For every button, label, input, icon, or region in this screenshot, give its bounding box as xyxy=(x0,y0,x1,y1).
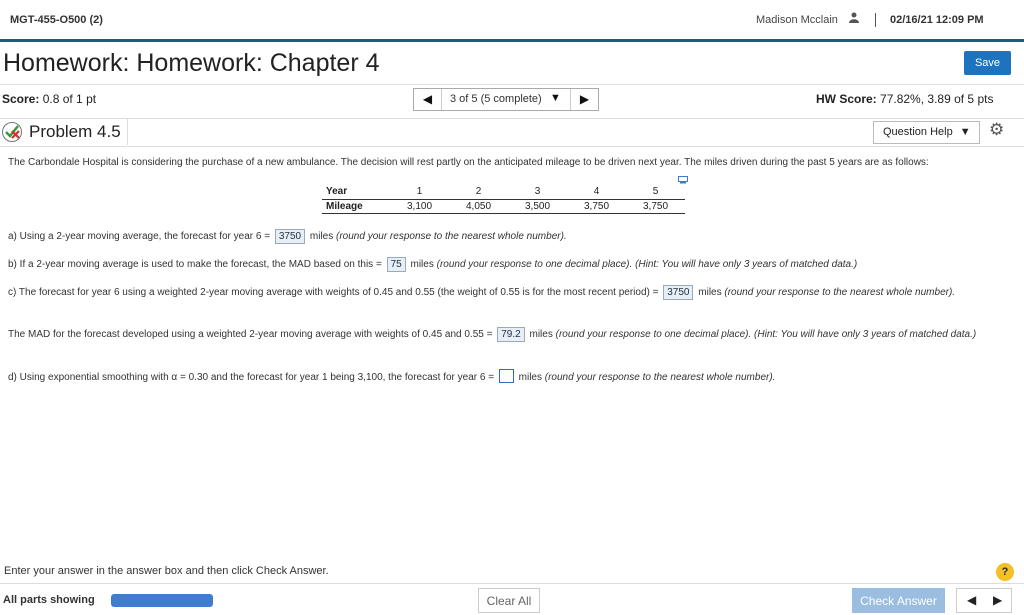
question-c-hint: (round your response to the nearest whole number). xyxy=(724,287,956,298)
table-cell: 3,750 xyxy=(626,199,685,213)
table-cell: 5 xyxy=(626,185,685,199)
footer-navigator xyxy=(956,588,1012,613)
answer-d-input[interactable] xyxy=(499,369,514,383)
table-cell: 3,100 xyxy=(390,199,449,213)
table-cell: 2 xyxy=(449,185,508,199)
question-mad-hint: (round your response to one decimal place). (Hint: You will have only 3 years of matched data.) xyxy=(555,329,977,340)
divider xyxy=(0,583,1024,584)
question-a xyxy=(8,229,1008,244)
course-name: MGT-455-O500 (2) xyxy=(10,14,103,26)
answer-b-field[interactable]: 75 xyxy=(387,257,406,272)
question-mad-text: The MAD for the forecast developed using a weighted 2-year moving average with weights of 0.45 and 0.55 = xyxy=(8,329,493,340)
parts-progress-bar xyxy=(111,594,213,607)
answer-mad-field[interactable]: 79.2 xyxy=(497,327,524,342)
question-help-dropdown[interactable] xyxy=(873,121,980,144)
question-mad xyxy=(8,327,1008,342)
partial-credit-icon xyxy=(1,121,25,143)
help-icon[interactable]: ? xyxy=(996,563,1014,581)
question-b-hint: (round your response to one decimal place). (Hint: You will have only 3 years of matched data.) xyxy=(436,259,858,270)
save-button[interactable]: Save xyxy=(964,51,1011,75)
clear-all-button[interactable]: Clear All xyxy=(478,588,540,613)
table-row xyxy=(322,185,685,199)
question-a-text: a) Using a 2-year moving average, the forecast for year 6 = xyxy=(8,231,271,242)
previous-icon[interactable]: ◀ xyxy=(967,593,977,607)
question-help-label: Question Help xyxy=(883,126,953,138)
problem-title: Problem 4.5 xyxy=(29,122,121,141)
question-c-text: c) The forecast for year 6 using a weighted 2-year moving average with weights of 0.45 and 0.55 (the weight of 0.55 is for the most recent period) = xyxy=(8,287,659,298)
top-bar xyxy=(0,0,1024,42)
table-cell: 1 xyxy=(390,185,449,199)
table-row xyxy=(322,199,685,213)
gear-icon[interactable]: ⚙ xyxy=(989,120,1005,139)
check-answer-button[interactable]: Check Answer xyxy=(852,588,945,613)
divider xyxy=(0,118,1024,119)
table-cell: 3 xyxy=(508,185,567,199)
table-row-label: Year xyxy=(322,185,390,199)
unit-label: miles xyxy=(518,372,542,383)
date-time: 02/16/21 12:09 PM xyxy=(890,14,984,26)
question-b xyxy=(8,257,1008,272)
score xyxy=(2,92,96,106)
divider xyxy=(127,119,128,145)
next-icon[interactable]: ▶ xyxy=(993,593,1003,607)
answer-instruction: Enter your answer in the answer box and then click Check Answer. xyxy=(4,565,329,577)
page-title: Homework: Homework: Chapter 4 xyxy=(3,49,380,77)
hw-score-value: 77.82%, 3.89 of 5 pts xyxy=(880,92,994,106)
parts-showing-label: All parts showing xyxy=(3,594,95,606)
divider xyxy=(0,84,1024,85)
header-divider xyxy=(875,13,876,27)
table-cell: 4,050 xyxy=(449,199,508,213)
hw-score-label: HW Score: xyxy=(816,92,877,106)
unit-label: miles xyxy=(698,287,722,298)
table-cell: 3,750 xyxy=(567,199,626,213)
hw-score xyxy=(816,92,993,106)
answer-c-field[interactable]: 3750 xyxy=(663,285,693,300)
question-navigator xyxy=(413,88,599,111)
chevron-down-icon: ▼ xyxy=(959,126,971,138)
question-b-text: b) If a 2-year moving average is used to make the forecast, the MAD based on this = xyxy=(8,259,382,270)
question-d-text: d) Using exponential smoothing with α = 0.30 and the forecast for year 1 being 3,100, the forecast for year 6 = xyxy=(8,372,495,383)
question-c xyxy=(8,285,1008,300)
user-icon[interactable] xyxy=(849,12,859,26)
next-question-icon[interactable]: ▶ xyxy=(570,89,598,110)
table-row-label: Mileage xyxy=(322,199,390,213)
unit-label: miles xyxy=(410,259,434,270)
mileage-table xyxy=(322,185,685,214)
question-d-hint: (round your response to the nearest whole number). xyxy=(544,372,776,383)
question-a-hint: (round your response to the nearest whole number). xyxy=(336,231,567,242)
progress-fill xyxy=(111,594,213,607)
chevron-down-icon[interactable]: ▼ xyxy=(550,92,561,104)
score-value: 0.8 of 1 pt xyxy=(42,92,97,106)
user-name[interactable]: Madison Mcclain xyxy=(756,14,838,26)
unit-label: miles xyxy=(529,329,553,340)
divider xyxy=(0,146,1024,147)
previous-question-icon[interactable]: ◀ xyxy=(414,89,442,110)
answer-a-field[interactable]: 3750 xyxy=(275,229,305,244)
table-cell: 3,500 xyxy=(508,199,567,213)
question-selector[interactable]: 3 of 5 (5 complete) xyxy=(450,93,542,105)
unit-label: miles xyxy=(309,231,334,242)
problem-intro: The Carbondale Hospital is considering the purchase of a new ambulance. The decision will rest partly on the anticipated mileage to be driven next year. The miles driven during the past 5 years are as follows: xyxy=(8,157,929,168)
copy-table-icon[interactable] xyxy=(678,171,688,179)
score-label: Score: xyxy=(2,92,40,106)
table-cell: 4 xyxy=(567,185,626,199)
question-d xyxy=(8,369,1008,385)
